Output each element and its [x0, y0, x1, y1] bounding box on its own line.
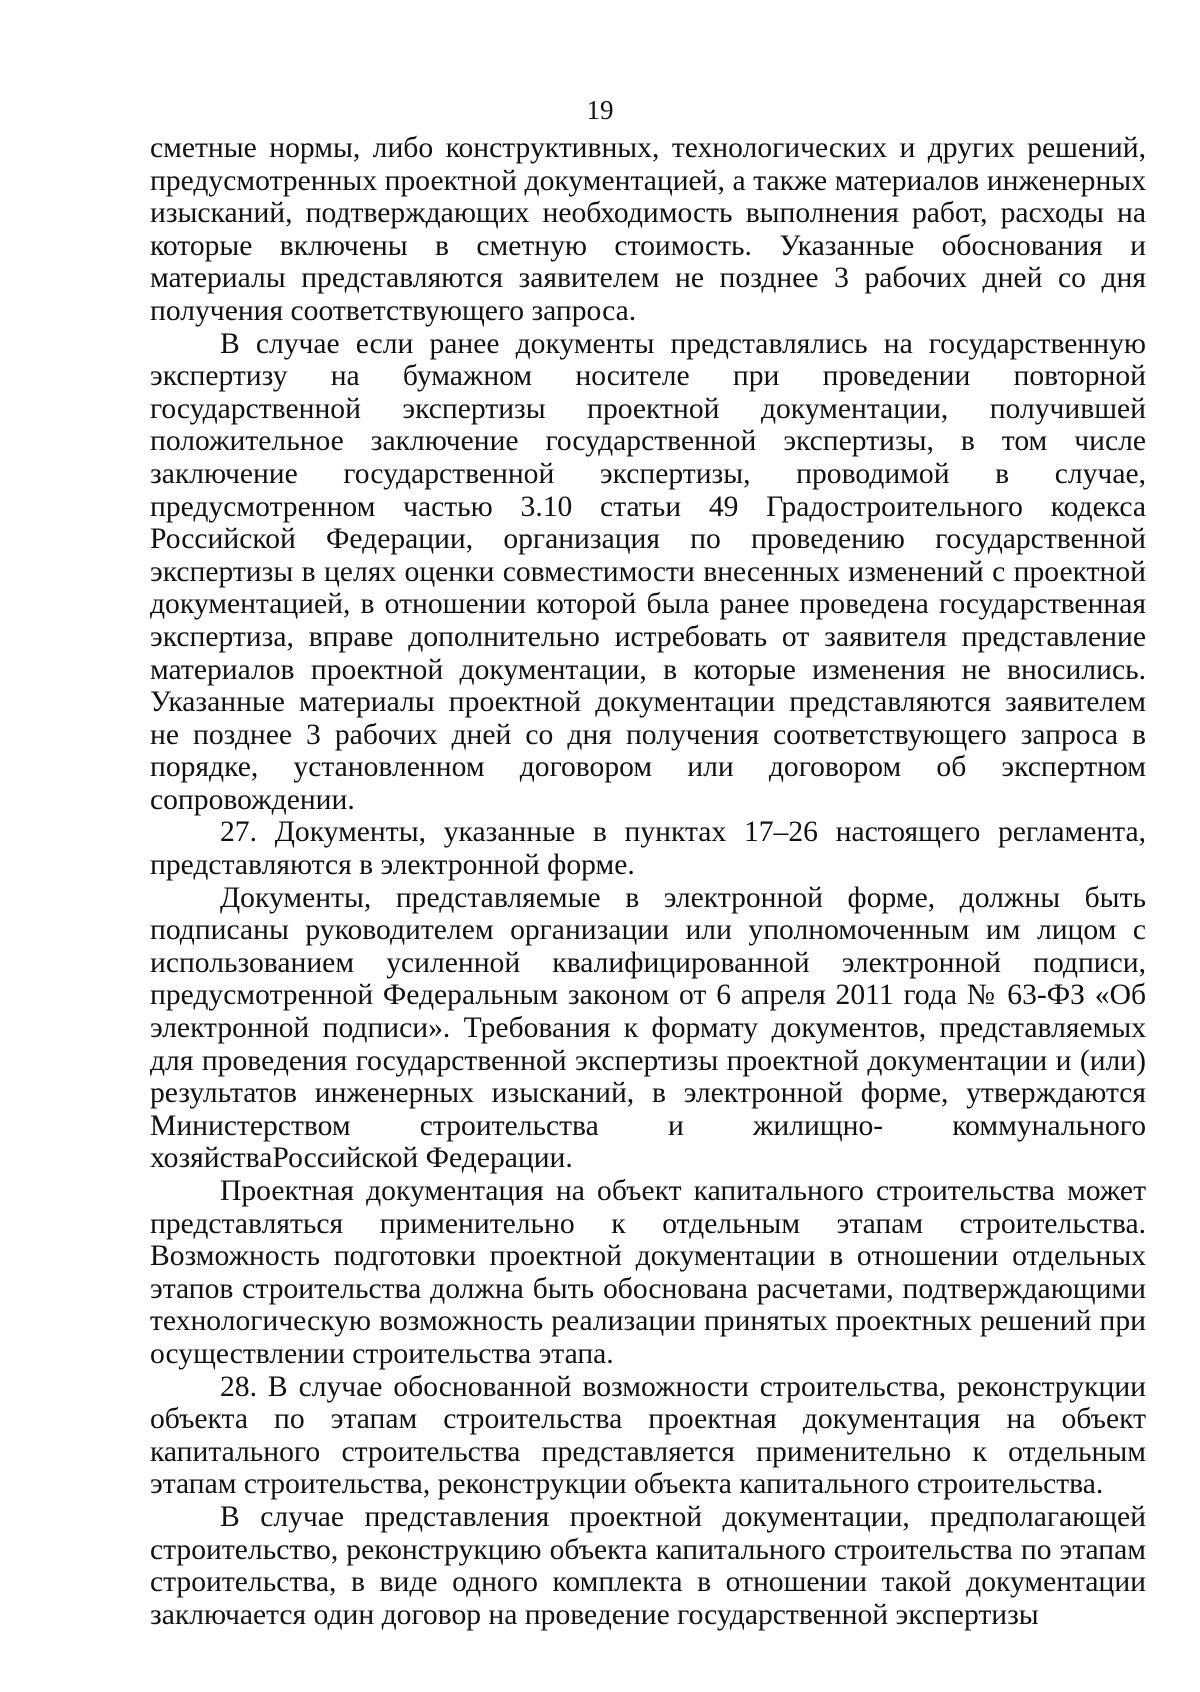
paragraph-repeat-expertise: В случае если ранее документы представлялись на государственную экспертизу на бумажном носителе при проведении повторной государственной экспертизы проектной документации, получившей положительное заключение государственной экспертизы, в том числе заключение государственной экспертизы, проводимой в случае, предусмотренном частью 3.10 статьи 49 Градостроительного кодекса Российской Федерации, организация по проведению государственной экспертизы в целях оценки совместимости внесенных изменений с проектной документацией, в отношении которой была ранее проведена государственная экспертиза, вправе дополнительно истребовать от заявителя представление материалов проектной документации, в которые изменения не вносились. Указанные материалы проектной документации представляются заявителем не позднее 3 рабочих дней со дня получения соответствующего запроса в порядке, установленном договором или договором об экспертном сопровождении.	[150, 327, 1146, 816]
paragraph-electronic-signature: Документы, представляемые в электронной форме, должны быть подписаны руководителем организации или уполномоченным им лицом с использованием усиленной квалифицированной электронной подписи, предусмотренной Федеральным законом от 6 апреля 2011 года № 63-ФЗ «Об электронной подписи». Требования к формату документов, представляемых для проведения государственной экспертизы проектной документации и (или) результатов инженерных изысканий, в электронной форме, утверждаются Министерством строительства и жилищно- коммунального хозяйстваРоссийской Федерации.	[150, 881, 1146, 1175]
paragraph-single-contract: В случае представления проектной документации, предполагающей строительство, реконструкцию объекта капитального строительства по этапам строительства, в виде одного комплекта в отношении такой документации заключается один договор на проведение государственной экспертизы	[150, 1500, 1146, 1631]
page-number: 19	[586, 95, 614, 125]
paragraph-item-27: 27. Документы, указанные в пунктах 17–26 настоящего регламента, представляются в электронной форме.	[150, 816, 1146, 882]
document-body	[150, 132, 1146, 1631]
paragraph-item-28: 28. В случае обоснованной возможности строительства, реконструкции объекта по этапам строительства проектная документация на объект капитального строительства представляется применительно к отдельным этапам строительства, реконструкции объекта капитального строительства.	[150, 1370, 1146, 1501]
paragraph-continuation: сметные нормы, либо конструктивных, технологических и других решений, предусмотренных проектной документацией, а также материалов инженерных изысканий, подтверждающих необходимость выполнения работ, расходы на которые включены в сметную стоимость. Указанные обоснования и материалы представляются заявителем не позднее 3 рабочих дней со дня получения соответствующего запроса.	[150, 132, 1146, 327]
paragraph-construction-stages: Проектная документация на объект капитального строительства может представляться применительно к отдельным этапам строительства. Возможность подготовки проектной документации в отношении отдельных этапов строительства должна быть обоснована расчетами, подтверждающими технологическую возможность реализации принятых проектных решений при осуществлении строительства этапа.	[150, 1175, 1146, 1370]
